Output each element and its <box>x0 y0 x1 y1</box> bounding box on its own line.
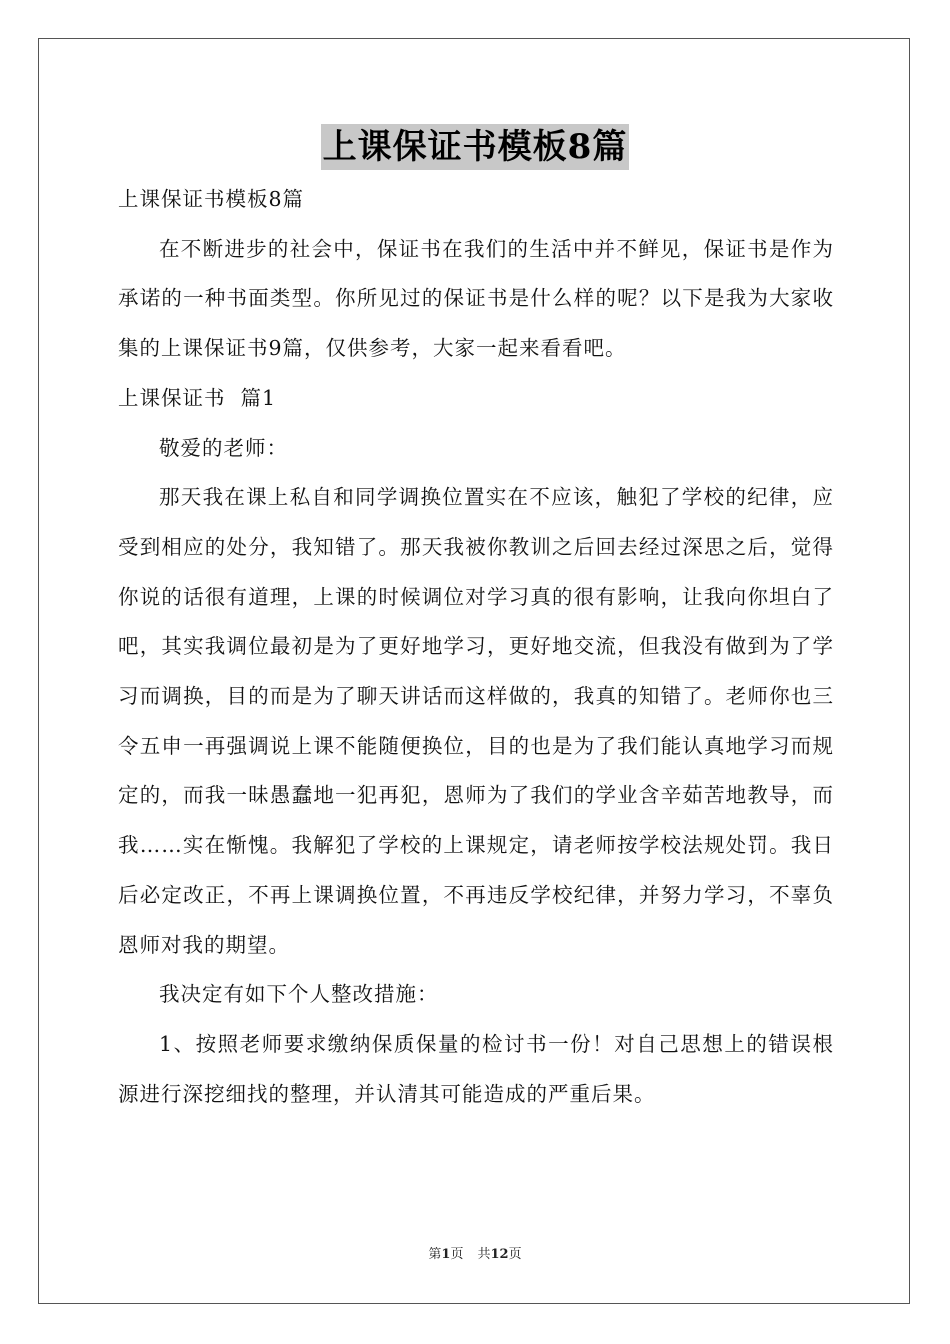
salutation: 敬爱的老师： <box>159 435 288 460</box>
measure-item-1: 1、按照老师要求缴纳保质保量的检讨书一份！对自己思想上的错误根源进行深挖细找的整理，并认清其可能造成的严重后果。 <box>118 1031 834 1106</box>
total-prefix: 共 <box>477 1247 491 1262</box>
measures-intro: 我决定有如下个人整改措施： <box>159 982 439 1007</box>
page-total: 12 <box>490 1247 509 1262</box>
document-body <box>118 175 834 1119</box>
document-subtitle: 上课保证书模板8篇 <box>118 187 305 211</box>
page-current: 1 <box>441 1247 451 1262</box>
total-suffix: 页 <box>508 1247 522 1262</box>
intro-paragraph: 在不断进步的社会中，保证书在我们的生活中并不鲜见，保证书是作为承诺的一种书面类型。你所见过的保证书是什么样的呢？以下是我为大家收集的上课保证书9篇，仅供参考，大家一起来看看吧。 <box>118 236 834 361</box>
section-heading: 上课保证书 篇1 <box>118 385 277 410</box>
body-paragraph: 那天我在课上私自和同学调换位置实在不应该，触犯了学校的纪律，应受到相应的处分，我知错了。那天我被你教训之后回去经过深思之后，觉得你说的话很有道理，上课的时候调位对学习真的很有影响，让我向你坦白了吧，其实我调位最初是为了更好地学习，更好地交流，但我没有做到为了学习而调换，目的而是为了聊天讲话而这样做的，我真的知错了。老师你也三令五申一再强调说上课不能随便换位，目的也是为了我们能认真地学习而规定的，而我一昧愚蠢地一犯再犯，恩师为了我们的学业含辛茹苦地教导，而我……实在惭愧。我解犯了学校的上课规定，请老师按学校法规处罚。我日后必定改正，不再上课调换位置，不再违反学校纪律，并努力学习，不辜负恩师对我的期望。 <box>118 485 834 957</box>
document-title: 上课保证书模板8篇 <box>321 124 630 170</box>
page-prefix: 第 <box>428 1247 442 1262</box>
page-suffix: 页 <box>450 1247 464 1262</box>
title-container <box>0 124 950 170</box>
page-footer <box>0 1246 950 1264</box>
